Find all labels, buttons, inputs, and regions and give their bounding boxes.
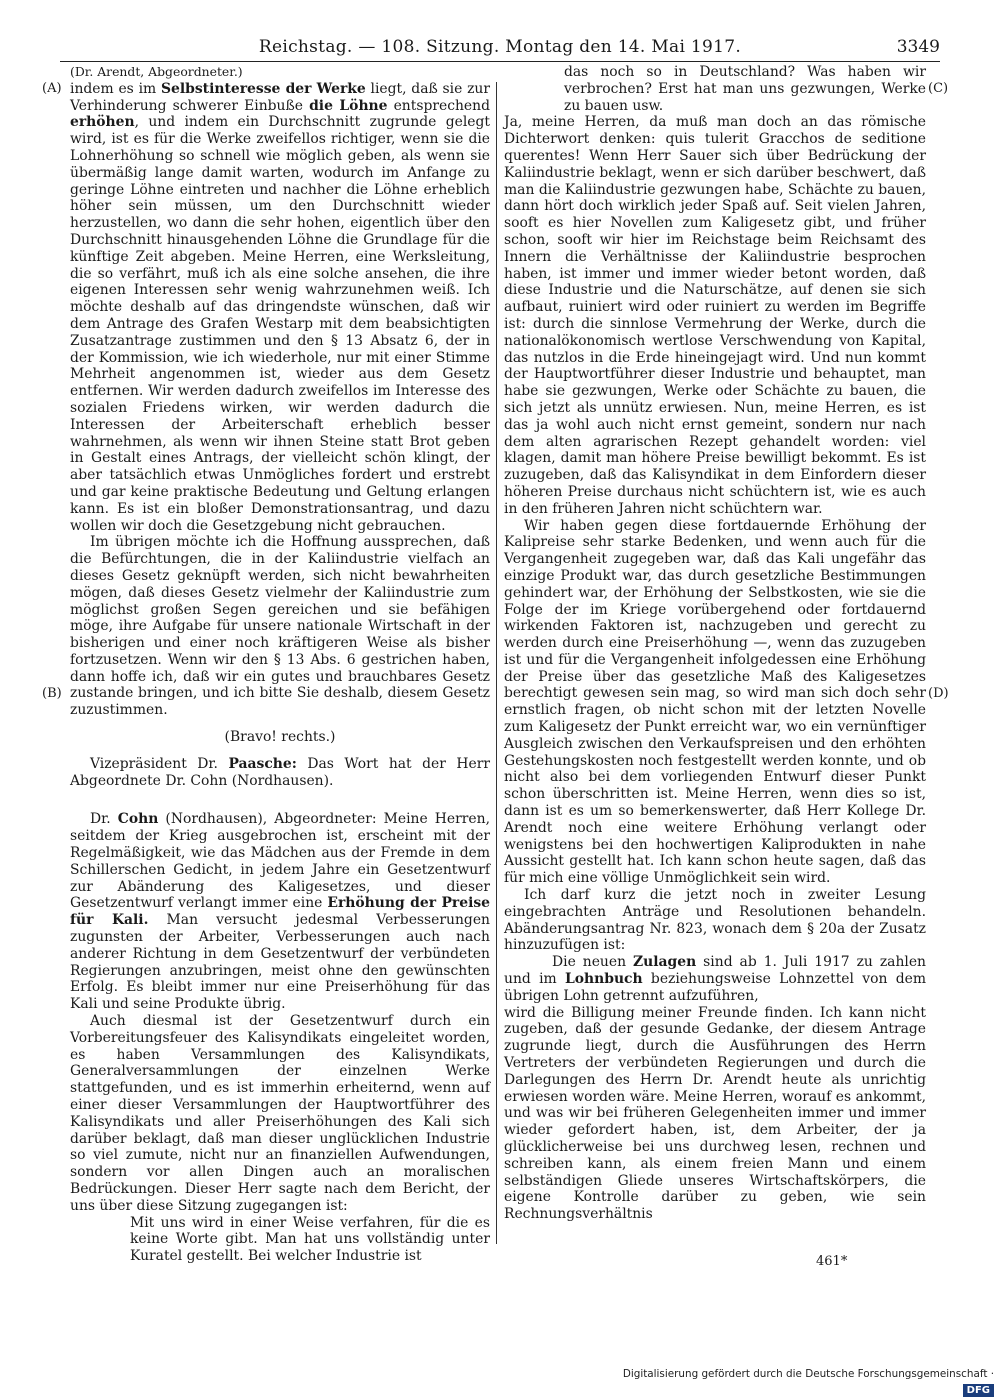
speaker-reference: (Dr. Arendt, Abgeordneter.) xyxy=(70,64,243,79)
dfg-logo: DFG xyxy=(963,1384,994,1397)
paragraph: Im übrigen möchte ich die Hoffnung aussprechen, daß die Befürchtungen, die in der Kaliindustrie vielfach an dieses Gesetz geknüpft werden, sich nicht bewahrheiten mögen, daß dieses Gesetz vielmehr der Kaliindustrie zum möglichst großen Segen gereichen und sie befähigen möge, ihre Aufgabe für unsere nationale Wirtschaft in der bisherigen und einer noch kräftigeren Weise als bisher fortzusetzen. Wenn wir den § 13 Abs. 6 gestrichen haben, dann hoffe ich, daß wir ein gutes und brauchbares Gesetz zustande bringen, und ich bitte Sie deshalb, diesem Gesetz zuzustimmen. xyxy=(70,534,490,719)
right-column xyxy=(504,64,926,1250)
paragraph: indem es im Selbstinteresse der Werke liegt, daß sie zur Verhinderung schwerer Einbuße die Löhne entsprechend erhöhen, und indem ein Durchschnitt zugrunde gelegt wird, ist es für die Werke zweifellos richtiger, wenn sie die Lohnerhöhung so schnell wie möglich geben, als wenn sie übermäßig lange damit warten, wodurch im Anfange zu geringe Löhne eintreten und nachher die Löhne erheblich höher sein müssen, um den Durchschnitt wieder herzustellen, wo dann die sehr hohen, eigentlich über den Durchschnitt hinausgehenden Löhne die Grundlage für die künftige Zeit abgeben. Meine Herren, eine Werksleitung, die so verfährt, muß ich als eine solche ansehen, die ihre eigenen Interessen sehr wenig wahrzunehmen weiß. Ich möchte deshalb auf das dringendste wünschen, daß wir dem Antrage des Grafen Westarp mit dem beabsichtigten Zusatzantrage zustimmen und den § 13 Absatz 6, der in der Kommission, wie ich wiederhole, nur mit einer Stimme Mehrheit angenommen ist, wieder aus dem Gesetz entfernen. Wir werden dadurch zweifellos im Interesse des sozialen Friedens wirken, wir werden dadurch die Interessen der Arbeiterschaft erheblich besser wahrnehmen, als wenn wir ihnen Steine statt Brot geben in Gestalt eines Antrags, der vielleicht schön klingt, der aber tatsächlich etwas Unmögliches fordert und erstrebt und gar keine praktische Bedeutung und Geltung erlangen kann. Es ist ein bloßer Demonstrationsantrag, und dazu wollen wir doch die Gesetzgebung nicht gebrauchen. xyxy=(70,80,491,534)
applause-note: (Bravo! rechts.) xyxy=(224,729,336,746)
left-column xyxy=(70,64,491,1265)
paragraph: Ja, meine Herren, da muß man doch an das römische Dichterwort denken: quis tulerit Gracchos de seditione querentes! Wenn Herr Sauer sich über Bedrückung der Kaliindustrie beklagt, wenn er sich darüber beschwert, daß man die Kaliindustrie gezwungen habe, Schächte zu bauen, dann hört doch wirklich jeder Spaß auf. Seit vielen Jahren, sooft es hier Novellen zum Kaligesetz gibt, und früher schon, sooft wir hier im Reichstage beim Reichsamt des Innern die Verhältnisse der Kaliindustrie besprochen haben, ist immer und immer wieder betont worden, daß diese Industrie und die Naturschätze, auf denen sie sich aufbaut, ruiniert wird oder ruiniert zu werden im Begriffe ist: durch die sinnlose Vermehrung der Werke, durch die nationalökonomisch wertlose Verschwendung von Kapital, das nutzlos in die Erde hineingejagt wird. Und nun kommt der Hauptwortführer dieser Industrie und behauptet, man habe sie gezwungen, Werke oder Schächte zu bauen, die sich jetzt als unnütz erwiesen. Nun, meine Herren, es ist das ja wohl auch nicht ernst gemeint, sondern nur nach dem alten agrarischen Rezept gehandelt worden: viel klagen, damit man höhere Preise bewilligt bekommt. Es ist zuzugeben, daß das Kalisyndikat in dem Einfordern dieser höheren Preise durchaus nicht schüchtern ist, wie es auch in den früheren Jahren nicht schüchtern war. xyxy=(504,114,926,517)
quotation-continued: das noch so in Deutschland? Was haben wir verbrochen? Erst hat man uns gezwungen, Werke zu bauen usw. xyxy=(564,64,926,114)
header-rule xyxy=(60,61,940,62)
credit-text: Digitalisierung gefördert durch die Deutsche Forschungsgemeinschaft · xyxy=(622,1368,994,1380)
page-number: 3349 xyxy=(896,37,940,57)
paragraph: Ich darf kurz die jetzt noch in zweiter Lesung eingebrachten Anträge und Resolutionen behandeln. Abänderungsantrag Nr. 823, wonach dem § 20a der Zusatz hinzuzufügen ist: xyxy=(504,887,926,954)
paragraph: Auch diesmal ist der Gesetzentwurf durch ein Vorbereitungsfeuer des Kalisyndikats eingeleitet worden, es haben Versammlungen des Kalisyndikats, Generalversammlungen der einzelnen Werke stattgefunden, und es ist immerhin erheiternd, wenn auf einer dieser Versammlungen der Hauptwortführer des Kalisyndikats und aller Preiserhöhungen des Kali sich darüber beklagt, daß man dieser unglücklichen Industrie so viel zumute, nicht nur an finanziellen Aufwendungen, sondern vor allen Dingen auch an moralischen Bedrückungen. Dieser Herr sagte nach dem Bericht, der uns über diese Sitzung zugegangen ist: xyxy=(70,1013,490,1214)
vice-president-remark: Vizepräsident Dr. Paasche: Das Wort hat der Herr Abgeordnete Dr. Cohn (Nordhausen). xyxy=(70,755,490,789)
margin-marker-b: (B) xyxy=(42,686,62,701)
digitization-credit xyxy=(610,1366,994,1396)
amendment-text: Die neuen Zulagen sind ab 1. Juli 1917 zu zahlen und im Lohnbuch beziehungsweise Lohnzettel von dem übrigen Lohn getrennt aufzuführen, xyxy=(504,954,926,1004)
column-divider xyxy=(496,82,497,1244)
margin-marker-a: (A) xyxy=(42,81,62,96)
margin-marker-c: (C) xyxy=(928,81,949,96)
quotation: Mit uns wird in einer Weise verfahren, für die es keine Worte gibt. Man hat uns vollständig unter Kuratel gestellt. Bei welcher Industrie ist xyxy=(130,1214,490,1265)
paragraph: wird die Billigung meiner Freunde finden. Ich kann nicht zugeben, daß der gesunde Gedanke, der diesem Antrage zugrunde liegt, durch die Ausführungen des Herrn Vertreters der verbündeten Regierungen und durch die Darlegungen des Herrn Dr. Arendt heute als unrichtig erwiesen worden wäre. Meine Herren, worauf es ankommt, und was wir bei früheren Gelegenheiten immer und immer wieder gefordert haben, ist, dem Arbeiter, der ja glücklicherweise bei uns durchweg lesen, rechnen und schreiben kann, als einem freien Mann und einem selbständigen Gliede unseres Wirtschaftskörpers, die eigene Kontrolle darüber zu geben, wie sein Rechnungsverhältnis xyxy=(504,1004,926,1223)
running-title: Reichstag. — 108. Sitzung. Montag den 14. Mai 1917. xyxy=(258,37,742,57)
page-header xyxy=(60,34,940,60)
speaker-cohn-intro: Dr. Cohn (Nordhausen), Abgeordneter: Meine Herren, seitdem der Krieg ausgebrochen ist, erscheint mit der Regelmäßigkeit, wie das Mädchen aus der Fremde in dem Schillerschen Gedicht, in jedem Jahre ein Gesetzentwurf zur Abänderung des Kaligesetzes, und dieser Gesetzentwurf verlangt immer eine Erhöhung der Preise für Kali. Man versucht jedesmal Verbesserungen zugunsten der Arbeiter, Verbesserungen auch nach anderer Richtung in dem Gesetzentwurf der verbündeten Regierungen anzubringen, meist ohne den gewünschten Erfolg. Es bleibt immer nur eine Preiserhöhung für das Kali und seine Produkte übrig. xyxy=(70,811,491,1013)
margin-marker-d: (D) xyxy=(928,686,949,701)
paragraph: Wir haben gegen diese fortdauernde Erhöhung der Kalipreise sehr starke Bedenken, und wenn auch für die Vergangenheit zugegeben war, daß das Kali ungefähr das einzige Produkt war, das durch gesetzliche Bestimmungen gehindert war, der Erhöhung der Selbstkosten, wie sie die Folge der im Kriege vorübergehend oder fortdauernd wirkenden Faktoren ist, nachzugeben und gerecht zu werden durch eine Preiserhöhung —, wenn das zuzugeben ist und für die Vergangenheit infolgedessen eine Erhöhung der Preise über das gesetzliche Maß des Kaligesetzes berechtigt gewesen sein mag, so wird man sich doch sehr ernstlich fragen, ob nicht schon mit der letzten Novelle zum Kaligesetz der Punkt erreicht war, wo ein vernünftiger Ausgleich zwischen den Verkaufspreisen und den erhöhten Gestehungskosten noch festgestellt werden konnte, und ob nicht also bei dem vorliegenden Entwurf dieser Punkt schon überschritten ist. Meine Herren, wenn dies so ist, dann ist es um so bemerkenswerter, daß Herr Kollege Dr. Arendt noch eine weitere Erhöhung verlangt oder wenigstens bei den hochwertigen Kaliprodukten in nahe Aussicht gestellt hat. Ich kann schon heute sagen, daß das für mich eine völlige Unmöglichkeit sein wird. xyxy=(504,517,926,887)
sheet-signature: 461* xyxy=(816,1254,848,1269)
